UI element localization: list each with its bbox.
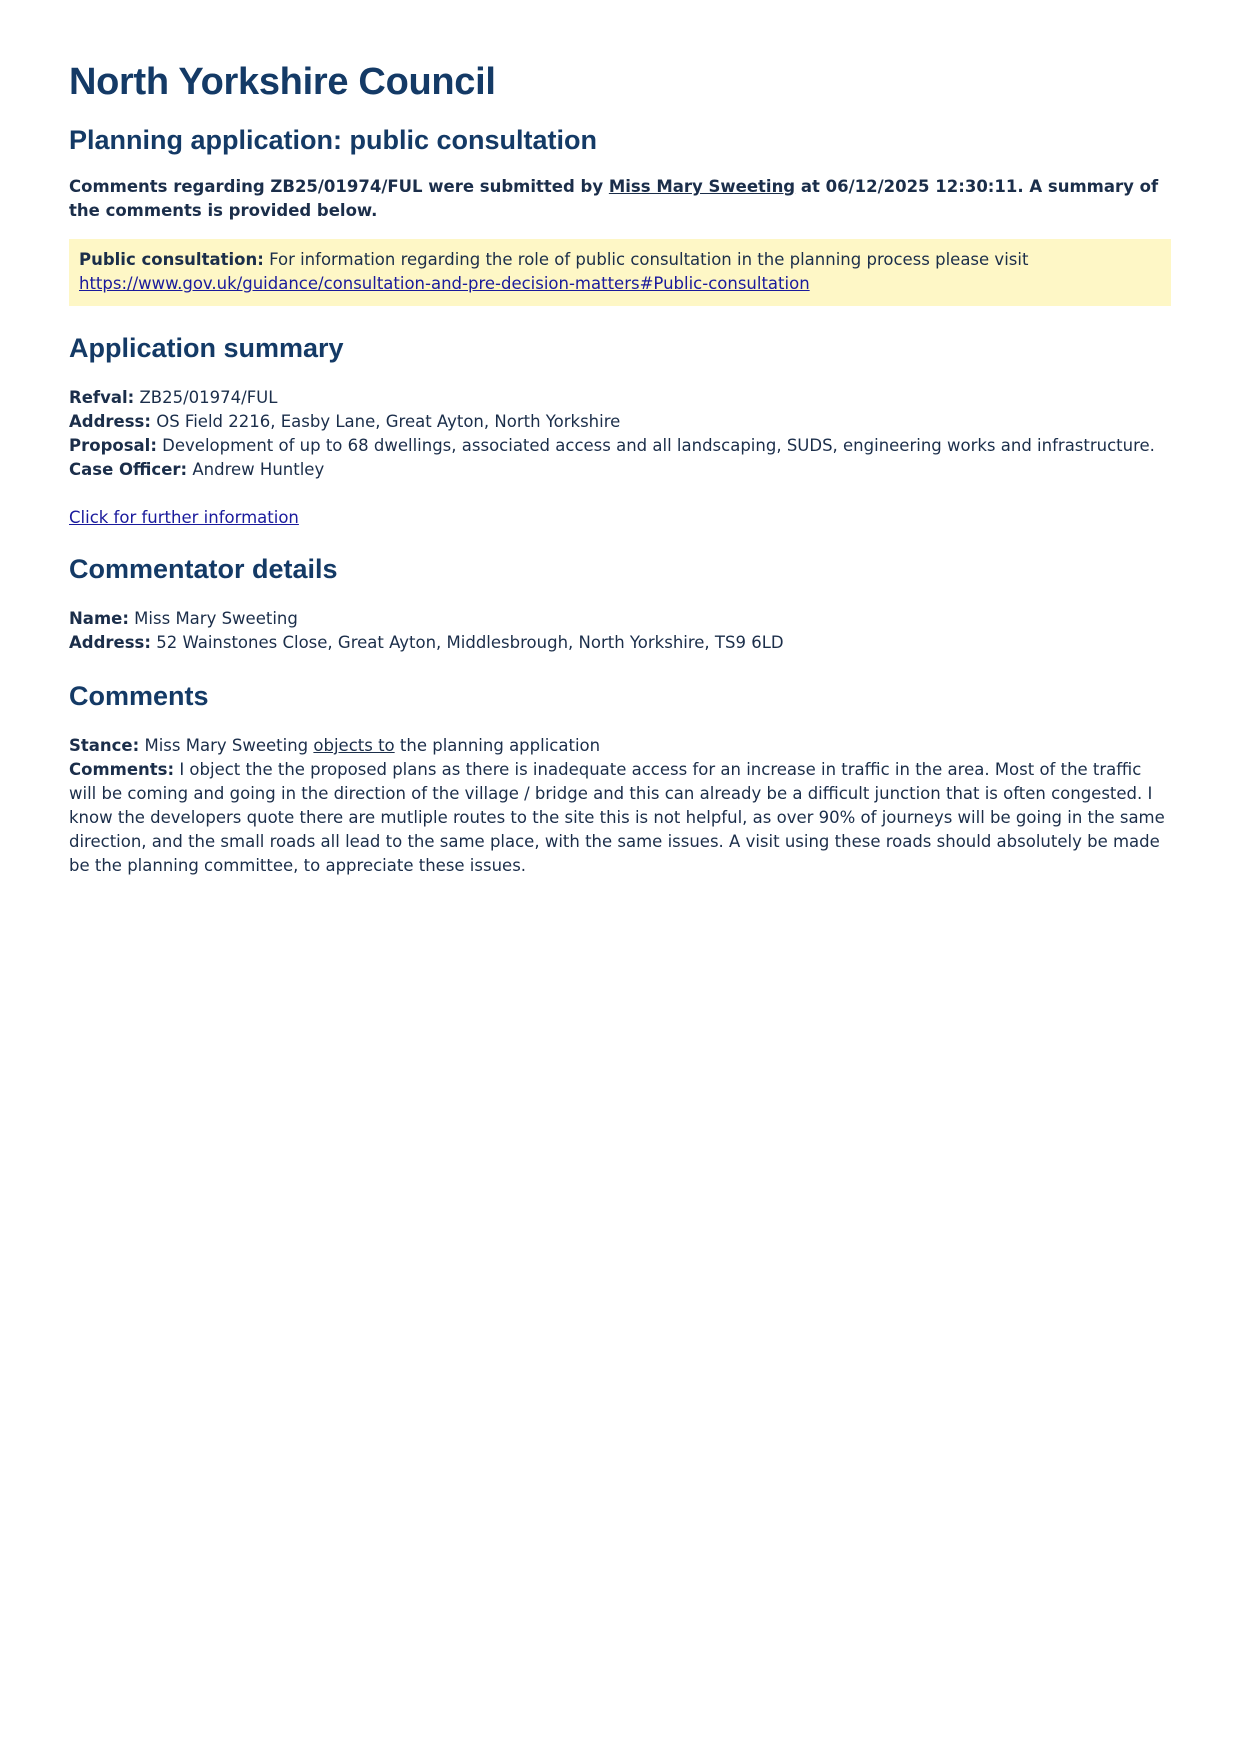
application-address-value: OS Field 2216, Easby Lane, Great Ayton, North Yorkshire (150, 412, 621, 431)
comments-heading: Comments (69, 681, 209, 711)
comments-text: I object the the proposed plans as there is inadequate access for an increase in traffic in the area. Most of the traffic will be coming and going in the direction of the village / bridge and this can already be a difficult junction that is often congested. I know the developers quote there are mutliple routes to the site this is not helpful, as over 90% of journeys will be going in the same direction, and the small roads all lead to the same place, with the same issues. A visit using these roads should absolutely be made be the planning committee, to appreciate these issues. (69, 760, 1165, 875)
commentator-details-heading: Commentator details (69, 554, 338, 584)
notice-text: For information regarding the role of public consultation in the planning process please visit (263, 250, 1029, 269)
refval-label: Refval: (69, 388, 135, 407)
notice-label: Public consultation: (79, 250, 264, 269)
case-officer-value: Andrew Huntley (187, 460, 325, 479)
application-address-label: Address: (69, 412, 151, 431)
commentator-name-value: Miss Mary Sweeting (128, 609, 298, 628)
application-summary-details (69, 386, 1171, 482)
intro-suffix: at 06/12/2025 12:30:11. A summary of the comments is provided below. (69, 177, 1159, 220)
comments-section (69, 734, 1171, 878)
further-info-row (69, 506, 1171, 530)
commentator-address-value: 52 Wainstones Close, Great Ayton, Middlesbrough, North Yorkshire, TS9 6LD (150, 633, 784, 652)
proposal-label: Proposal: (69, 436, 157, 455)
intro-paragraph (69, 175, 1171, 223)
stance-label: Stance: (69, 736, 140, 755)
document-page (69, 58, 1171, 878)
public-consultation-notice (69, 239, 1171, 306)
refval-value: ZB25/01974/FUL (134, 388, 278, 407)
org-title: North Yorkshire Council (69, 61, 496, 103)
case-officer-label: Case Officer: (69, 460, 188, 479)
proposal-row (69, 434, 1171, 458)
commentator-name-row (69, 607, 1171, 631)
proposal-value: Development of up to 68 dwellings, associated access and all landscaping, SUDS, engineering works and infrastructure. (156, 436, 1155, 455)
commentator-address-label: Address: (69, 633, 151, 652)
submitter-name: Miss Mary Sweeting (608, 177, 796, 196)
refval-row (69, 386, 1171, 410)
comments-label: Comments: (69, 760, 175, 779)
case-officer-row (69, 458, 1171, 482)
stance-prefix: Miss Mary Sweeting (139, 736, 314, 755)
application-address-row (69, 410, 1171, 434)
stance-row (69, 734, 1171, 758)
commentator-name-label: Name: (69, 609, 129, 628)
stance-suffix: the planning application (394, 736, 601, 755)
commentator-address-row (69, 631, 1171, 655)
comments-body (69, 758, 1171, 878)
page-title: Planning application: public consultation (69, 125, 598, 155)
further-information-link[interactable]: Click for further information (69, 508, 299, 527)
consultation-guidance-link[interactable]: https://www.gov.uk/guidance/consultation-and-pre-decision-matters#Public-consultation (79, 274, 810, 293)
application-summary-heading: Application summary (69, 333, 344, 363)
stance-value: objects to (313, 736, 395, 755)
commentator-details (69, 607, 1171, 655)
intro-prefix: Comments regarding ZB25/01974/FUL were submitted by (69, 177, 609, 196)
